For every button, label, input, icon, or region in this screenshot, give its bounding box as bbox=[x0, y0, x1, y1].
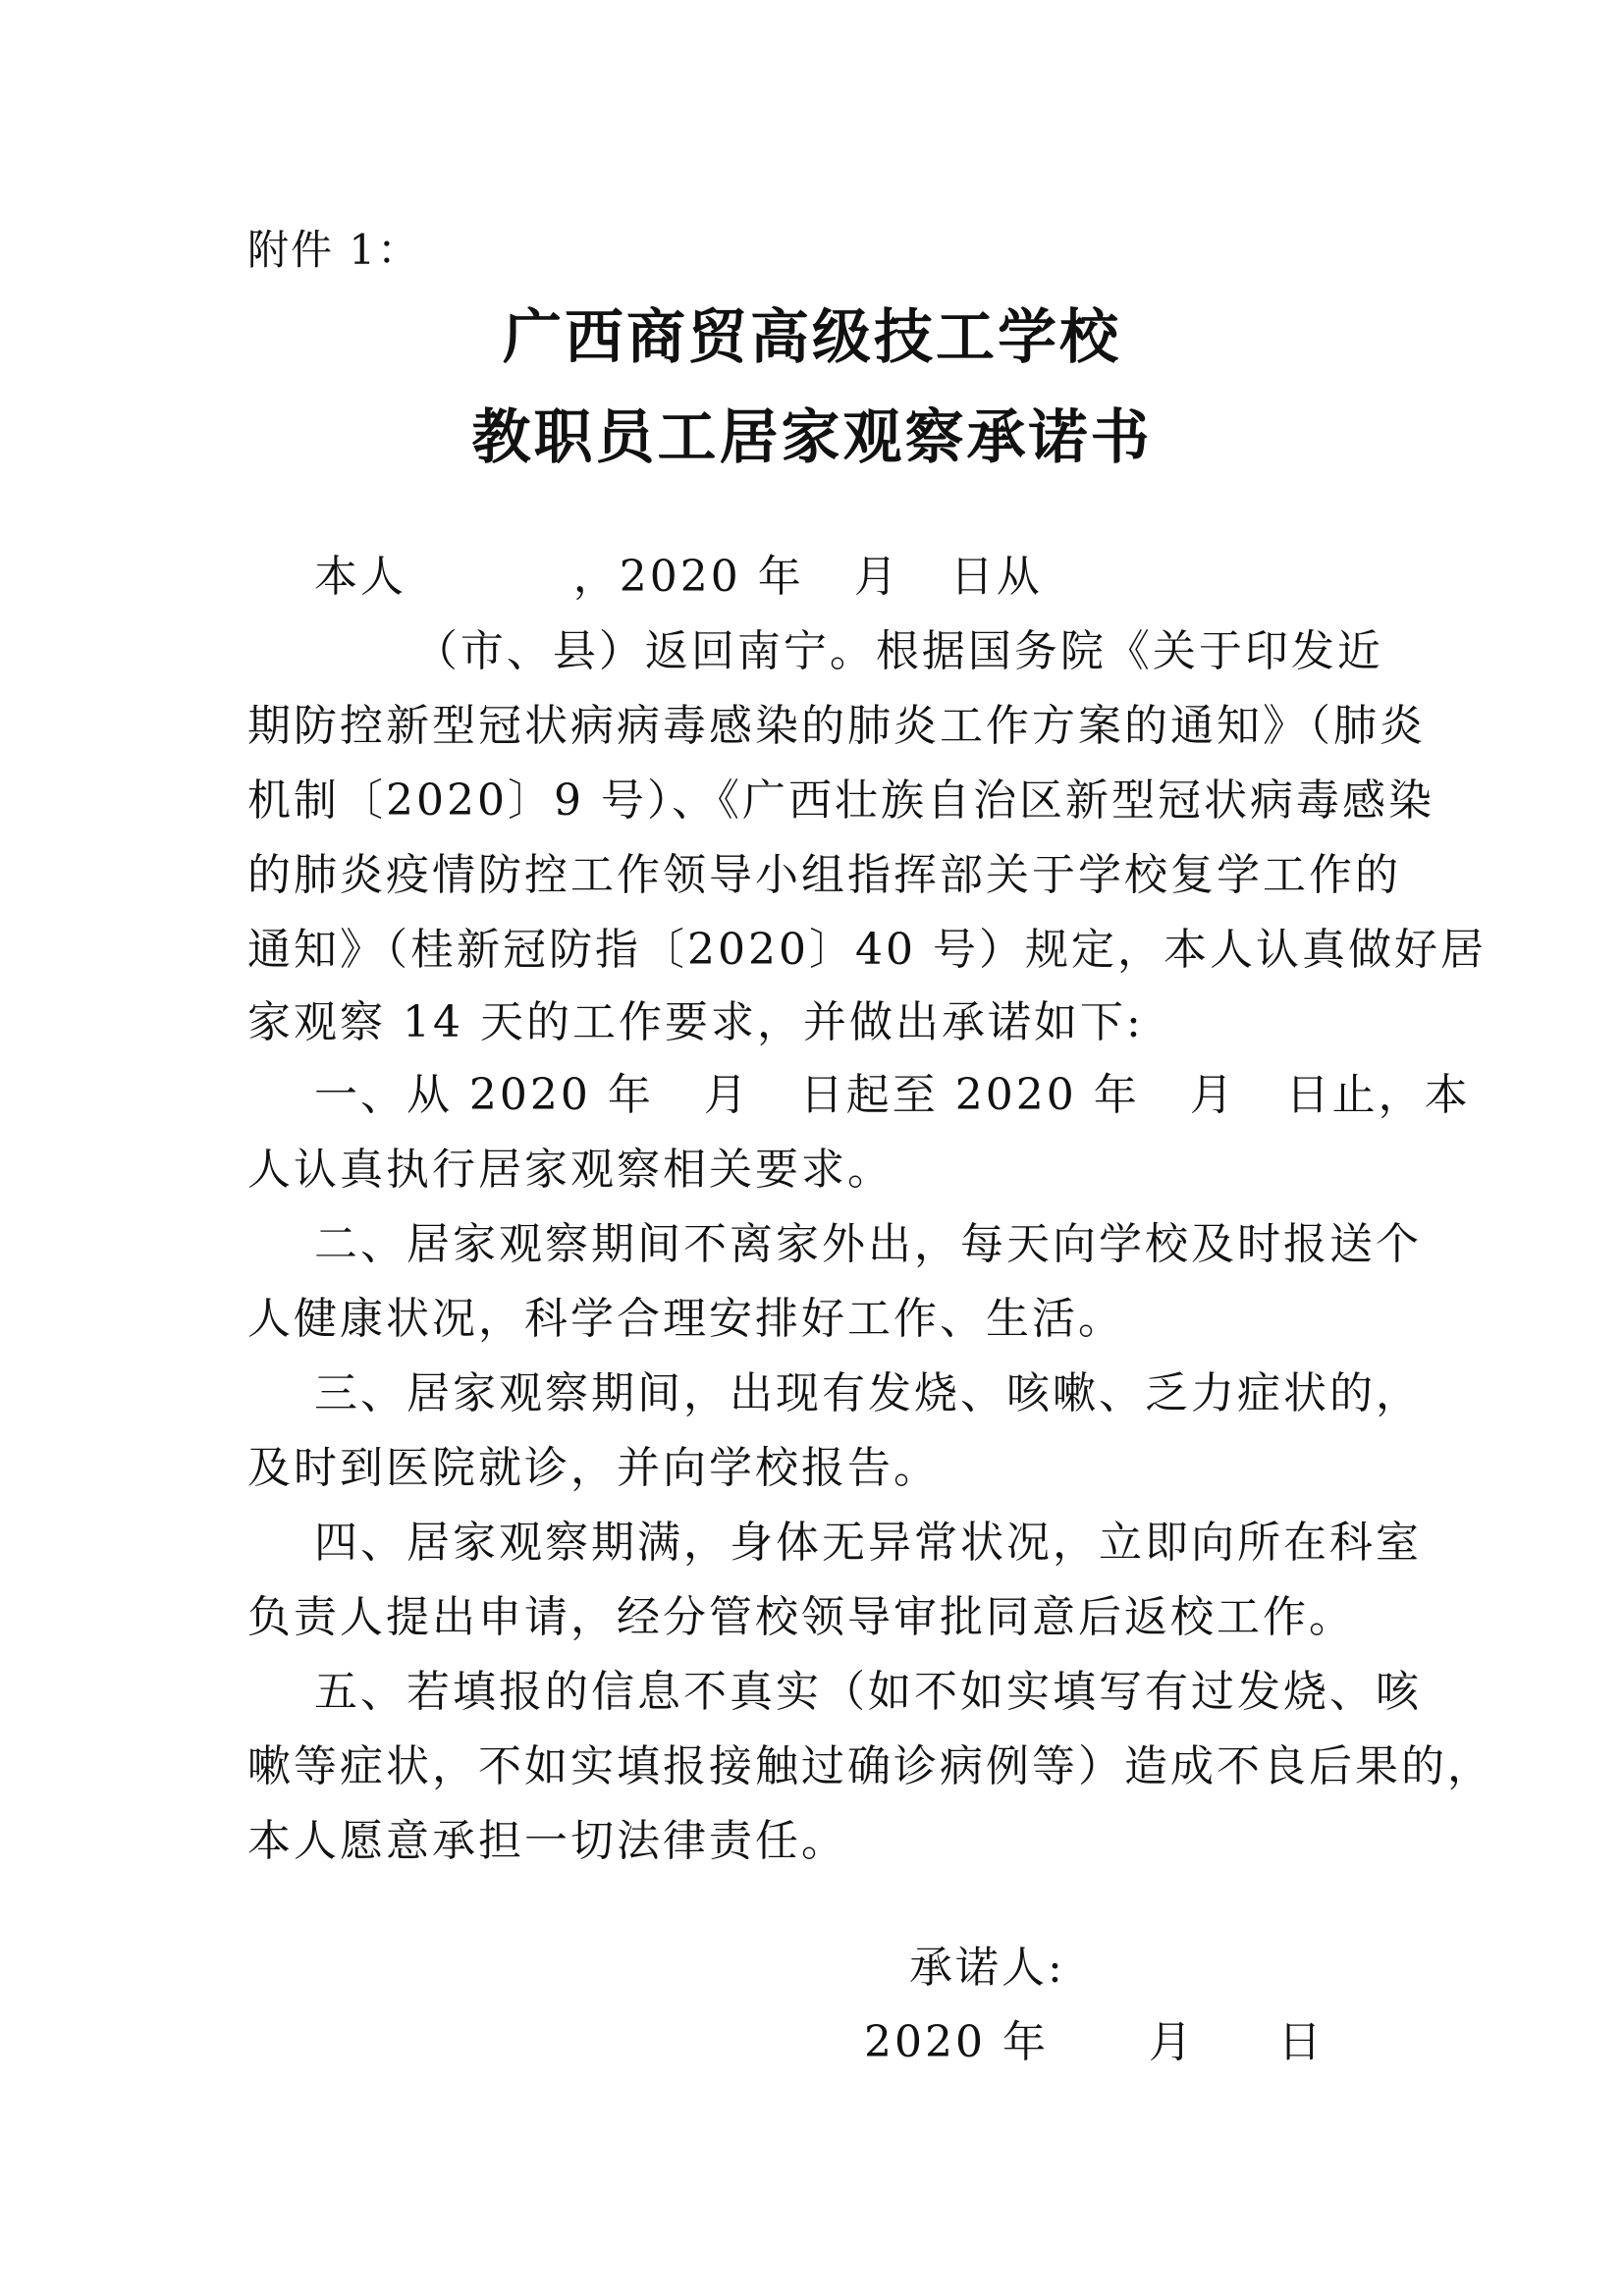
body-line: 五、若填报的信息不真实（如不如实填写有过发烧、咳 bbox=[247, 1667, 1422, 1717]
body-line: 期防控新型冠状病病毒感染的肺炎工作方案的通知》（肺炎 bbox=[247, 701, 1426, 751]
signature-date: 2020 年 月 日 bbox=[864, 2017, 1325, 2067]
body-line: 一、从 2020 年 月 日起至 2020 年 月 日止，本 bbox=[247, 1070, 1471, 1120]
body-line: 机制〔2020〕9 号）、《广西壮族自治区新型冠状病毒感染 bbox=[247, 775, 1435, 826]
body-line: 通知》（桂新冠防指〔2020〕40 号）规定，本人认真做好居 bbox=[247, 925, 1487, 975]
body-line: 人认真执行居家观察相关要求。 bbox=[247, 1145, 893, 1195]
signature-label: 承诺人: bbox=[909, 1943, 1065, 1993]
document-title-line-2: 教职员工居家观察承诺书 bbox=[471, 403, 1153, 472]
body-line: 及时到医院就诊，并向学校报告。 bbox=[247, 1443, 940, 1493]
body-line: 家观察 14 天的工作要求，并做出承诺如下: bbox=[247, 997, 1144, 1047]
body-line: 本人 ，2020 年 月 日从 bbox=[247, 552, 1043, 602]
body-line: 三、居家观察期间，出现有发烧、咳嗽、乏力症状的， bbox=[247, 1368, 1422, 1418]
body-line: 人健康状况，科学合理安排好工作、生活。 bbox=[247, 1294, 1124, 1344]
attachment-label: 附件 1： bbox=[247, 226, 421, 274]
body-line: 负责人提出申请，经分管校领导审批同意后返校工作。 bbox=[247, 1592, 1355, 1642]
body-line: 二、居家观察期间不离家外出，每天向学校及时报送个 bbox=[247, 1219, 1422, 1269]
body-line: 四、居家观察期满，身体无异常状况，立即向所在科室 bbox=[247, 1518, 1422, 1568]
body-line: 本人愿意承担一切法律责任。 bbox=[247, 1816, 847, 1866]
document-title-line-1: 广西商贸高级技工学校 bbox=[503, 303, 1121, 372]
body-line: 的肺炎疫情防控工作领导小组指挥部关于学校复学工作的 bbox=[247, 850, 1401, 900]
body-line: 嗽等症状，不如实填报接触过确诊病例等）造成不良后果的， bbox=[247, 1741, 1493, 1791]
body-line: （市、县）返回南宁。根据国务院《关于印发近 bbox=[247, 626, 1383, 676]
